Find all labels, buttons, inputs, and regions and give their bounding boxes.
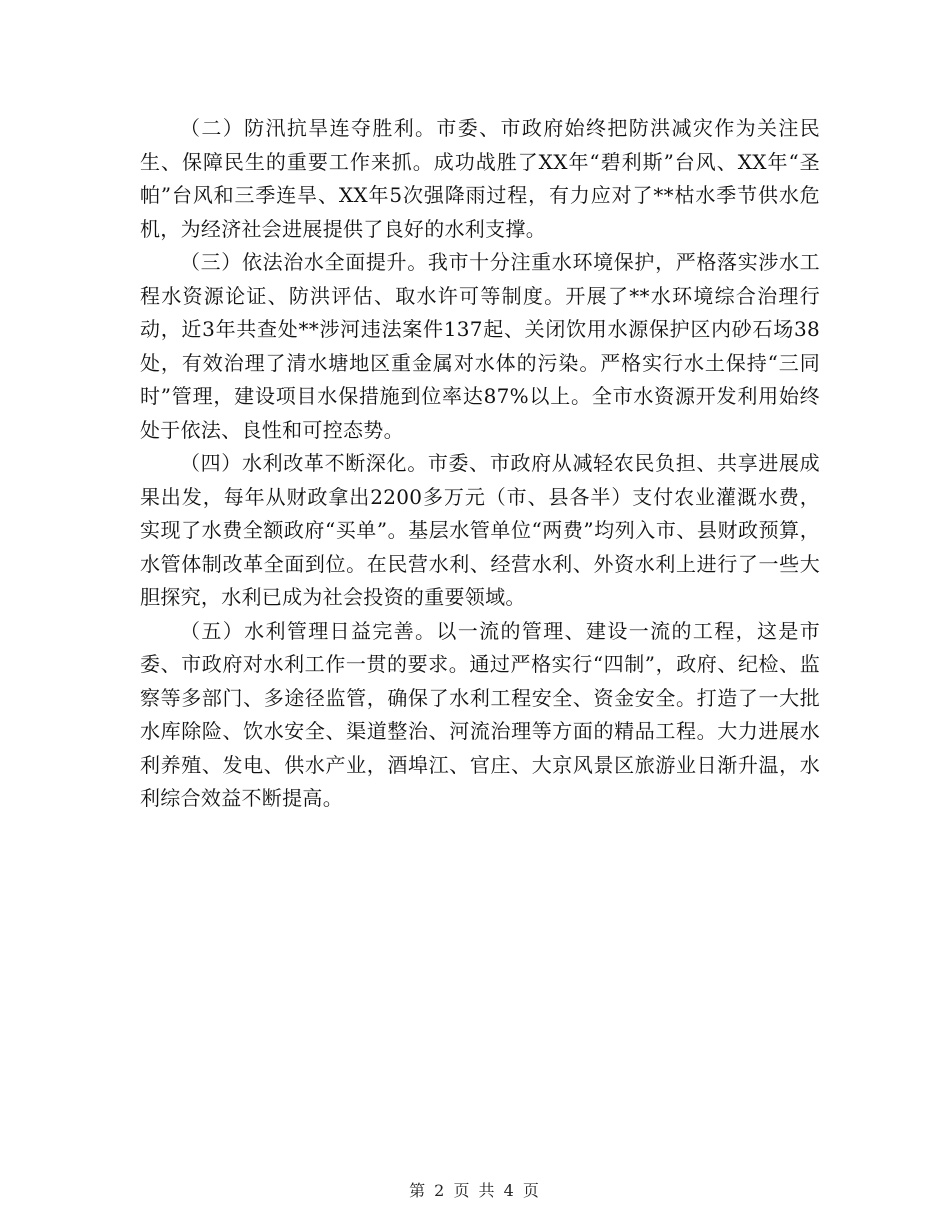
document-body [140,112,820,816]
paragraph-flood-control: （二）防汛抗旱连夺胜利。市委、市政府始终把防洪减灾作为关注民生、保障民生的重要工作来抓。成功战胜了XX年“碧利斯”台风、XX年“圣帕”台风和三季连旱、XX年5次强降雨过程，有力应对了**枯水季节供水危机，为经济社会进展提供了良好的水利支撑。 [140,116,820,241]
page-number-footer: 第 2 页 共 4 页 [409,1181,541,1200]
paragraph-water-management: （五）水利管理日益完善。以一流的管理、建设一流的工程，这是市委、市政府对水利工作一贯的要求。通过严格实行“四制”，政府、纪检、监察等多部门、多途径监管，确保了水利工程安全、资金安全。打造了一大批水库除险、饮水安全、渠道整治、河流治理等方面的精品工程。大力进展水利养殖、发电、供水产业，酒埠江、官庄、大京风景区旅游业日渐升温，水利综合效益不断提高。 [140,618,820,810]
paragraph-water-governance: （三）依法治水全面提升。我市十分注重水环境保护，严格落实涉水工程水资源论证、防洪评估、取水许可等制度。开展了**水环境综合治理行动，近3年共查处**涉河违法案件137起、关闭饮用水源保护区内砂石场38处，有效治理了清水塘地区重金属对水体的污染。严格实行水土保持“三同时”管理，建设项目水保措施到位率达87%以上。全市水资源开发利用始终处于依法、良性和可控态势。 [140,250,820,442]
paragraph-water-reform: （四）水利改革不断深化。市委、市政府从减轻农民负担、共享进展成果出发，每年从财政拿出2200多万元（市、县各半）支付农业灌溉水费，实现了水费全额政府“买单”。基层水管单位“两费”均列入市、县财政预算，水管体制改革全面到位。在民营水利、经营水利、外资水利上进行了一些大胆探究，水利已成为社会投资的重要领域。 [140,451,820,609]
